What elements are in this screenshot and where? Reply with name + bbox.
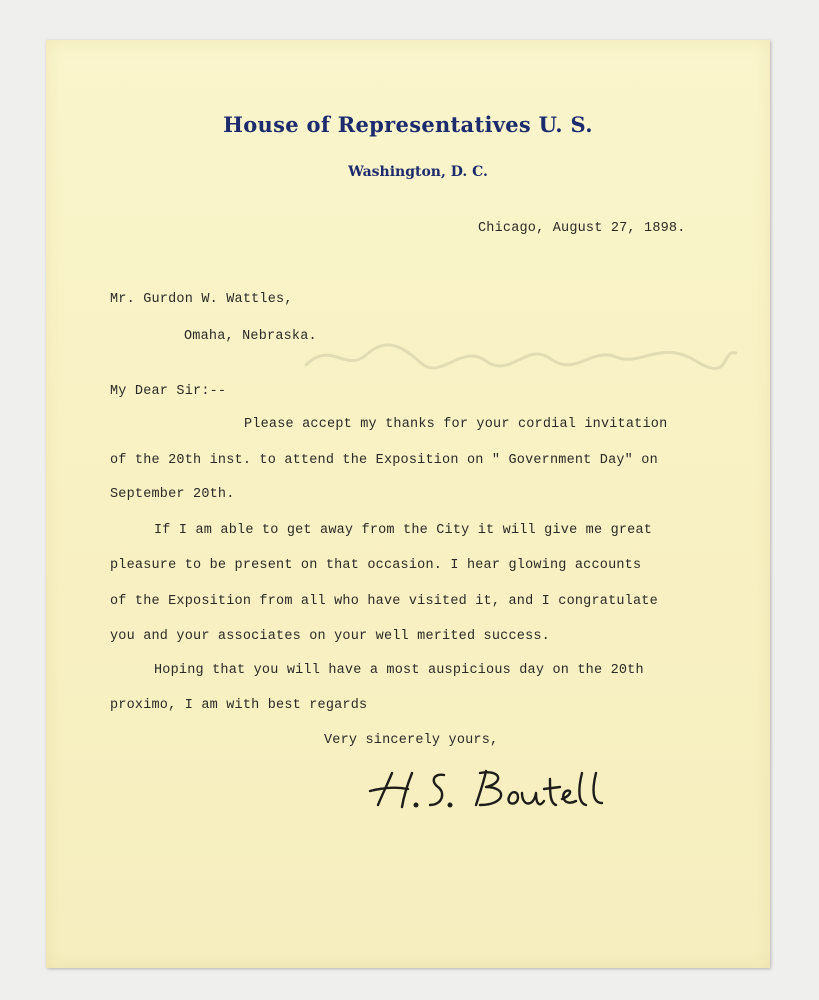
paragraph2-line4: you and your associates on your well merited success. xyxy=(110,629,550,644)
ink-bleed-through xyxy=(301,335,741,377)
recipient-place: Omaha, Nebraska. xyxy=(184,329,317,344)
recipient-name: Mr. Gurdon W. Wattles, xyxy=(110,292,293,307)
paragraph3-line1: Hoping that you will have a most auspicious day on the 20th xyxy=(154,663,644,678)
letterhead-title: House of Representatives U. S. xyxy=(223,112,593,137)
paragraph1-line3: September 20th. xyxy=(110,487,235,502)
salutation: My Dear Sir:-- xyxy=(110,384,227,399)
paragraph1-line1: Please accept my thanks for your cordial invitation xyxy=(244,417,668,432)
paragraph3-line2: proximo, I am with best regards xyxy=(110,698,368,713)
paragraph2-line2: pleasure to be present on that occasion. I hear glowing accounts xyxy=(110,558,642,573)
paragraph2-line1: If I am able to get away from the City it will give me great xyxy=(154,523,653,538)
paragraph2-line3: of the Exposition from all who have visited it, and I congratulate xyxy=(110,594,658,609)
letterhead-city: Washington, D. C. xyxy=(348,164,488,180)
letter-sheet xyxy=(46,40,770,968)
closing: Very sincerely yours, xyxy=(324,733,499,748)
paragraph1-line2: of the 20th inst. to attend the Exposition on " Government Day" on xyxy=(110,453,658,468)
handwritten-signature xyxy=(368,765,638,825)
dateline: Chicago, August 27, 1898. xyxy=(478,221,686,236)
